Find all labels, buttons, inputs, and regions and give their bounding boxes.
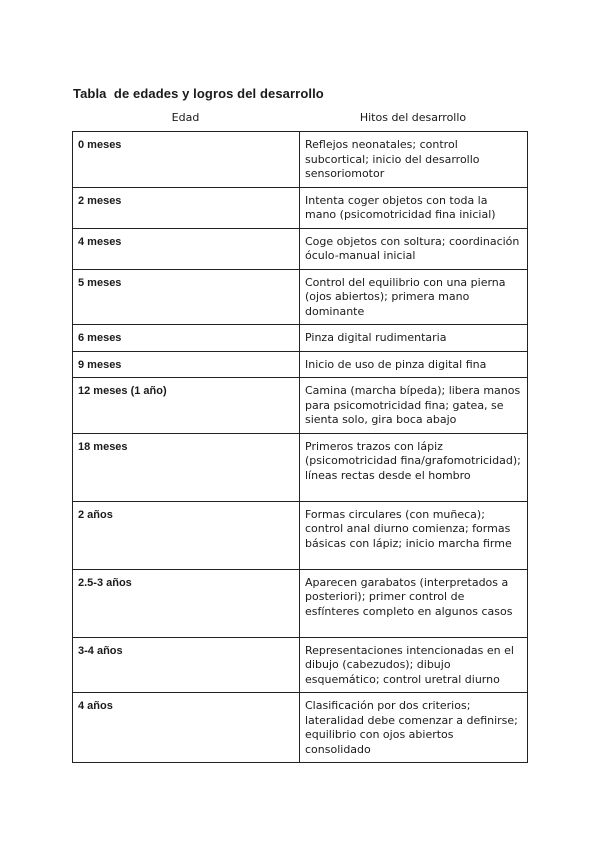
age-cell: 4 años	[73, 693, 300, 763]
table-row	[73, 501, 528, 569]
milestone-cell: Pinza digital rudimentaria	[300, 325, 528, 352]
table-row	[73, 187, 528, 228]
milestone-cell: Aparecen garabatos (interpretados a posteriori); primer control de esfínteres completo en algunos casos	[300, 569, 528, 637]
age-cell: 4 meses	[73, 228, 300, 269]
table-row	[73, 693, 528, 763]
age-cell: 12 meses (1 año)	[73, 378, 300, 434]
table-header	[72, 111, 527, 131]
age-cell: 3-4 años	[73, 637, 300, 693]
table-row	[73, 325, 528, 352]
age-cell: 6 meses	[73, 325, 300, 352]
age-cell: 0 meses	[73, 132, 300, 188]
header-milestones: Hitos del desarrollo	[359, 111, 467, 124]
age-cell: 2 años	[73, 501, 300, 569]
milestone-cell: Coge objetos con soltura; coordinación óculo-manual inicial	[300, 228, 528, 269]
milestone-cell: Camina (marcha bípeda); libera manos para psicomotricidad fina; gatea, se sienta solo, gira boca abajo	[300, 378, 528, 434]
milestone-cell: Primeros trazos con lápiz (psicomotricidad fina/grafomotricidad); líneas rectas desde el hombro	[300, 433, 528, 501]
age-cell: 18 meses	[73, 433, 300, 501]
table-row	[73, 433, 528, 501]
milestone-cell: Inicio de uso de pinza digital fina	[300, 351, 528, 378]
milestone-cell: Clasificación por dos criterios; lateralidad debe comenzar a definirse; equilibrio con ojos abiertos consolidado	[300, 693, 528, 763]
header-age: Edad	[171, 111, 200, 124]
milestone-cell: Reflejos neonatales; control subcortical; inicio del desarrollo sensoriomotor	[300, 132, 528, 188]
table-row	[73, 637, 528, 693]
table-row	[73, 132, 528, 188]
table-row	[73, 569, 528, 637]
table-row	[73, 351, 528, 378]
age-cell: 5 meses	[73, 269, 300, 325]
document-title: Tabla de edades y logros del desarrollo	[73, 86, 324, 101]
milestone-cell: Intenta coger objetos con toda la mano (psicomotricidad fina inicial)	[300, 187, 528, 228]
table-row	[73, 378, 528, 434]
milestone-cell: Control del equilibrio con una pierna (ojos abiertos); primera mano dominante	[300, 269, 528, 325]
age-cell: 2.5-3 años	[73, 569, 300, 637]
age-cell: 2 meses	[73, 187, 300, 228]
milestones-table	[72, 131, 528, 763]
table-row	[73, 269, 528, 325]
table-row	[73, 228, 528, 269]
milestone-cell: Representaciones intencionadas en el dibujo (cabezudos); dibujo esquemático; control uretral diurno	[300, 637, 528, 693]
milestone-cell: Formas circulares (con muñeca); control anal diurno comienza; formas básicas con lápiz; inicio marcha firme	[300, 501, 528, 569]
age-cell: 9 meses	[73, 351, 300, 378]
